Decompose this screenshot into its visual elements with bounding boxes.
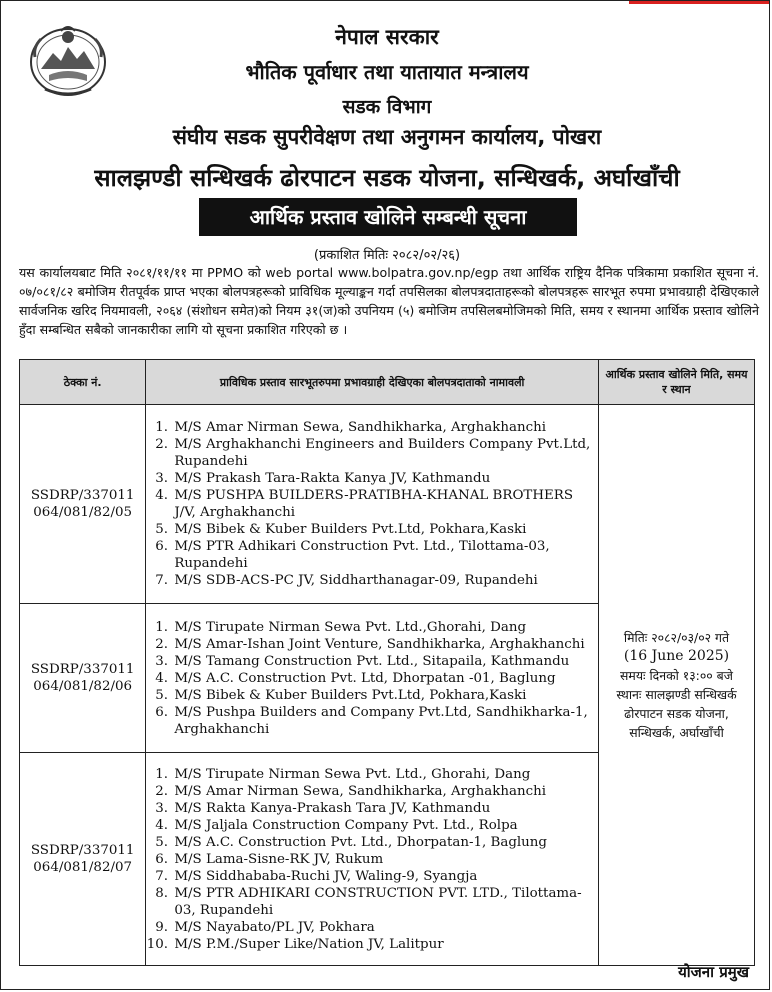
header-department: सडक विभाग: [342, 96, 432, 118]
bidder-list: [150, 766, 594, 953]
bidder-list-cell: [146, 753, 599, 966]
notice-title: आर्थिक प्रस्ताव खोलिने सम्बन्धी सूचना: [199, 198, 577, 236]
list-item: 6. M/S PTR Adhikari Construction Pvt. Ltd., Tilottama-03, Rupandehi: [172, 538, 594, 572]
list-item: 3. M/S Tamang Construction Pvt. Ltd., Sitapaila, Kathmandu: [172, 653, 594, 670]
list-item: 6. M/S Lama-Sisne-RK JV, Rukum: [172, 851, 594, 868]
list-item: 2. M/S Arghakhanchi Engineers and Builders Company Pvt.Ltd, Rupandehi: [172, 436, 594, 470]
opening-date-en: (16 June 2025): [623, 648, 730, 664]
list-item: 3. M/S Rakta Kanya-Prakash Tara JV, Kathmandu: [172, 800, 594, 817]
header-ministry: भौतिक पूर्वाधार तथा यातायात मन्त्रालय: [245, 60, 529, 84]
list-item: 4. M/S A.C. Construction Pvt. Ltd, Dhorpatan -01, Baglung: [172, 670, 594, 687]
list-item: 7. M/S Siddhababa-Ruchi JV, Waling-9, Syangja: [172, 868, 594, 885]
list-item: 1. M/S Amar Nirman Sewa, Sandhikharka, Arghakhanchi: [172, 419, 594, 436]
contract-code-line2: 064/081/82/05: [33, 505, 133, 520]
signature-title: योजना प्रमुख: [678, 963, 749, 981]
published-date: (प्रकाशित मितिः २०८२/०२/२६): [313, 248, 461, 263]
list-item: 8. M/S PTR ADHIKARI CONSTRUCTION PVT. LTD., Tilottama-03, Rupandehi: [172, 885, 594, 919]
bidder-list: [150, 419, 594, 589]
list-item: 9. M/S Nayabato/PL JV, Pokhara: [172, 919, 594, 936]
list-item: 5. M/S Bibek & Kuber Builders Pvt.Ltd, Pokhara,Kaski: [172, 521, 594, 538]
contract-code: [20, 604, 146, 753]
bidder-list-cell: [146, 405, 599, 604]
list-item: 6. M/S Pushpa Builders and Company Pvt.Ltd, Sandhikharka-1, Arghakhanchi: [172, 704, 594, 738]
contract-code: [20, 753, 146, 966]
opening-time: समयः दिनको १३:०० बजे: [620, 668, 733, 683]
red-corner-mark: [629, 1, 769, 4]
opening-place: स्थानः सालझण्डी सन्धिखर्क ढोरपाटन सडक योजना, सन्धिखर्क, अर्घाखाँची: [616, 687, 737, 740]
contract-code-line2: 064/081/82/06: [33, 679, 133, 694]
contract-code-line1: SSDRP/337011: [30, 662, 135, 677]
header-contract-no: ठेक्का नं.: [20, 360, 146, 405]
bidder-list: [150, 619, 594, 738]
opening-date-np: मितिः २०८२/०३/०२ गते: [623, 630, 730, 645]
header-office: संघीय सडक सुपरीवेक्षण तथा अनुगमन कार्यालय, पोखरा: [172, 125, 602, 149]
table-row: [20, 405, 755, 604]
header-government: नेपाल सरकार: [335, 25, 439, 49]
contract-code-line1: SSDRP/337011: [30, 488, 135, 503]
bidder-list-cell: [146, 604, 599, 753]
list-item: 5. M/S Bibek & Kuber Builders Pvt.Ltd, Pokhara,Kaski: [172, 687, 594, 704]
header-opening: आर्थिक प्रस्ताव खोलिने मिति, समय र स्थान: [598, 360, 754, 405]
list-item: 1. M/S Tirupate Nirman Sewa Pvt. Ltd.,Ghorahi, Dang: [172, 619, 594, 636]
opening-details: [598, 405, 754, 966]
list-item: 4. M/S PUSHPA BUILDERS-PRATIBHA-KHANAL BROTHERS J/V, Arghakhanchi: [172, 487, 594, 521]
header-project: सालझण्डी सन्धिखर्क ढोरपाटन सडक योजना, सन्धिखर्क, अर्घाखाँची: [94, 164, 680, 192]
contract-code: [20, 405, 146, 604]
table-header-row: [20, 360, 755, 405]
list-item: 10. M/S P.M./Super Like/Nation JV, Lalitpur: [172, 936, 594, 953]
list-item: 2. M/S Amar Nirman Sewa, Sandhikharka, Arghakhanchi: [172, 783, 594, 800]
contract-code-line1: SSDRP/337011: [30, 843, 135, 858]
bidders-table: [19, 359, 755, 966]
list-item: 3. M/S Prakash Tara-Rakta Kanya JV, Kathmandu: [172, 470, 594, 487]
body-paragraph: यस कार्यालयबाट मिति २०८१/११/११ मा PPMO को web portal www.bolpatra.gov.np/egp तथा आर्थिक राष्ट्रिय दैनिक पत्रिकामा प्रकाशित सूचना नं. ०७/०८१/८२ बमोजिम रीतपूर्वक प्राप्त भएका बोलपत्रहरूको प्राविधिक मूल्याङ्कन गर्दा तपसिलका बोलपत्रदाताहरूको बोलपत्रहरू सारभूत रुपमा प्रभावग्राही देखिएकाले सार्वजनिक खरिद नियमावली, २०६४ (संशोधन समेत)को नियम ३१(ज)को उपनियम (५) बमोजिम तपसिलबमोजिमको मिति, समय र स्थानमा आर्थिक प्रस्ताव खोलिने हुँदा सम्बन्धित सबैको जानकारीका लागि यो सूचना प्रकाशित गरिएको छ ।: [19, 265, 759, 337]
header-bidders: प्राविधिक प्रस्ताव सारभूतरुपमा प्रभावग्राही देखिएका बोलपत्रदाताको नामावली: [146, 360, 599, 405]
list-item: 5. M/S A.C. Construction Pvt. Ltd., Dhorpatan-1, Baglung: [172, 834, 594, 851]
contract-code-line2: 064/081/82/07: [33, 860, 133, 875]
list-item: 7. M/S SDB-ACS-PC JV, Siddharthanagar-09, Rupandehi: [172, 572, 594, 589]
list-item: 2. M/S Amar-Ishan Joint Venture, Sandhikharka, Arghakhanchi: [172, 636, 594, 653]
list-item: 1. M/S Tirupate Nirman Sewa Pvt. Ltd., Ghorahi, Dang: [172, 766, 594, 783]
list-item: 4. M/S Jaljala Construction Company Pvt. Ltd., Rolpa: [172, 817, 594, 834]
